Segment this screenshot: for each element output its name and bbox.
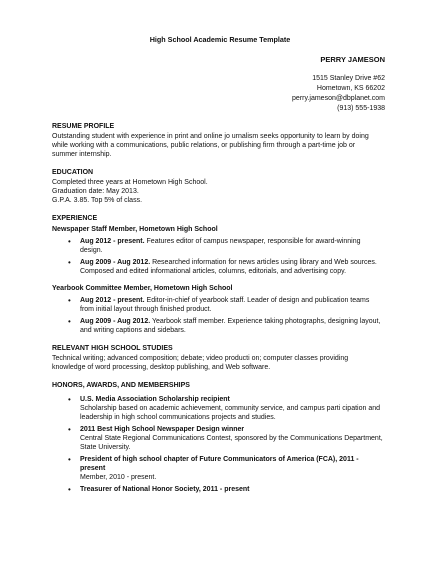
list-item	[52, 317, 392, 335]
experience-section	[52, 214, 392, 335]
duty-text: and writing captions and sidebars.	[80, 327, 186, 334]
list-item	[52, 237, 392, 255]
honor-detail: Central State Regional Communications Contest, sponsored by the Communications Department,	[80, 435, 383, 442]
duty-text: design.	[80, 247, 103, 254]
contact-address-line1: 1515 Stanley Drive #62	[312, 75, 385, 82]
honor-title: 2011 Best High School Newspaper Design winner	[80, 426, 245, 433]
list-item	[52, 455, 392, 482]
honor-detail: Member, 2010 - present.	[80, 474, 157, 481]
contact-name: PERRY JAMESON	[320, 55, 385, 64]
honors-list	[52, 395, 392, 494]
studies-line: Technical writing; advanced composition; debate; video producti on; computer classes providing	[52, 355, 349, 362]
honor-title: Treasurer of National Honor Society, 2011 - present	[80, 486, 250, 493]
duty-date: Aug 2012 - present.	[80, 238, 145, 245]
honor-title-continued: present	[80, 465, 106, 472]
contact-address-line2: Hometown, KS 66202	[316, 85, 385, 92]
education-heading: EDUCATION	[52, 169, 94, 176]
honor-title: President of high school chapter of Future Communicators of America (FCA), 2011 -	[80, 456, 359, 463]
list-item	[52, 296, 392, 314]
honor-detail: State University.	[80, 444, 131, 451]
profile-line: Outstanding student with experience in print and online jo urnalism seeks opportunity to learn by doing	[52, 133, 369, 140]
education-line: G.P.A. 3.85. Top 5% of class.	[52, 197, 143, 204]
duty-date: Aug 2012 - present.	[80, 297, 145, 304]
job-duties-list	[52, 296, 392, 335]
duty-text: Features editor of campus newspaper, responsible for award-winning	[144, 238, 361, 245]
document-title: High School Academic Resume Template	[149, 35, 291, 44]
duty-text: Researched information for news articles using library and Web sources.	[150, 259, 377, 266]
job-title: Newspaper Staff Member, Hometown High School	[52, 226, 218, 233]
education-line: Graduation date: May 2013.	[52, 188, 139, 195]
duty-text: Editor-in-chief of yearbook staff. Leader of design and publication teams	[144, 297, 370, 304]
job-duties-list	[52, 237, 392, 276]
experience-heading: EXPERIENCE	[52, 215, 98, 222]
resume-body	[52, 122, 392, 503]
duty-text: Composed and edited informational articles, columns, editorials, and advertising copy.	[80, 268, 347, 275]
contact-email: perry.jameson@dbplanet.com	[292, 95, 385, 102]
profile-line: while working with a communications, public relations, or publishing firm through a part-time job or	[52, 142, 356, 149]
list-item	[52, 425, 392, 452]
duty-date: Aug 2009 - Aug 2012.	[80, 318, 151, 325]
honors-heading: HONORS, AWARDS, AND MEMBERSHIPS	[52, 382, 190, 389]
profile-line: summer internship.	[52, 151, 112, 158]
studies-heading: RELEVANT HIGH SCHOOL STUDIES	[52, 345, 173, 352]
education-section	[52, 168, 392, 205]
studies-section	[52, 344, 392, 372]
list-item	[52, 485, 392, 494]
contact-block	[292, 55, 385, 114]
honors-section	[52, 381, 392, 494]
list-item	[52, 258, 392, 276]
duty-text: from initial layout through finished product.	[80, 306, 212, 313]
education-line: Completed three years at Hometown High School.	[52, 179, 208, 186]
honor-detail: leadership in high school communications projects and studies.	[80, 414, 276, 421]
studies-line: knowledge of word processing, desktop publishing, and Web software.	[52, 364, 271, 371]
duty-text: Yearbook staff member. Experience taking photographs, designing layout,	[150, 318, 381, 325]
job-title: Yearbook Committee Member, Hometown High School	[52, 285, 233, 292]
honor-title: U.S. Media Association Scholarship recipient	[80, 396, 230, 403]
duty-date: Aug 2009 - Aug 2012.	[80, 259, 151, 266]
contact-phone: (913) 555-1938	[337, 105, 385, 112]
profile-heading: RESUME PROFILE	[52, 123, 115, 130]
list-item	[52, 395, 392, 422]
honor-detail: Scholarship based on academic achievement, community service, and campus parti cipation and	[80, 405, 380, 412]
profile-section	[52, 122, 392, 159]
